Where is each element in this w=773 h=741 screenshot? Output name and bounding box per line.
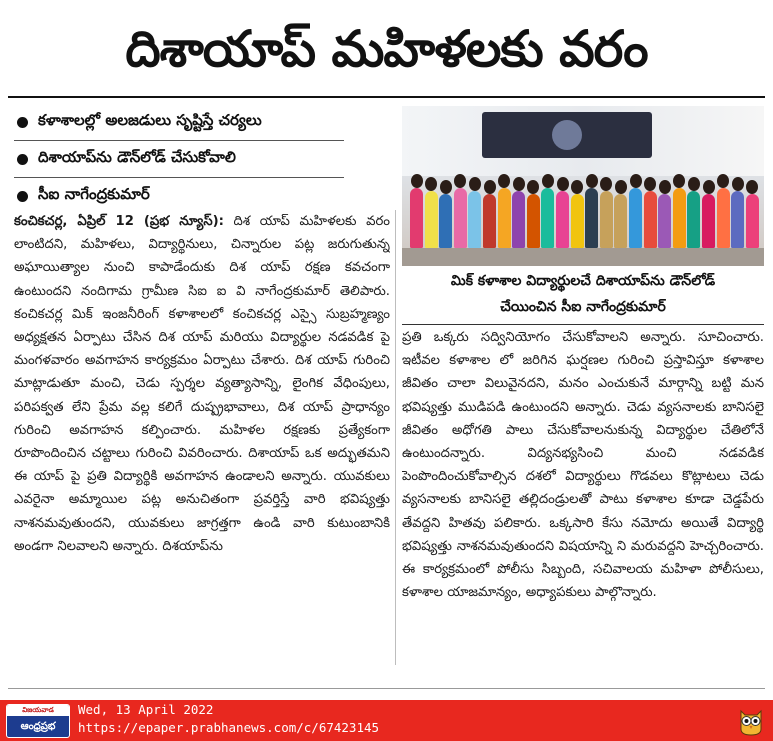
photo-person-head	[454, 174, 466, 188]
photo-person	[556, 191, 569, 248]
photo-person	[585, 188, 598, 248]
bullet-dot-icon	[17, 191, 28, 202]
bullet-text: దిశాయాప్‌ను డౌన్‌లోడ్ చేసుకోవాలి	[38, 148, 236, 166]
photo-person	[614, 194, 627, 248]
photo-person	[425, 191, 438, 248]
bullet-item	[14, 141, 344, 178]
bullet-list	[14, 104, 344, 214]
column-divider	[395, 210, 396, 665]
photo-person	[673, 188, 686, 248]
photo-person	[731, 191, 744, 248]
photo-person-head	[630, 174, 642, 188]
caption-line: మిక్ కళాశాల విద్యార్థులచే దిశాయాప్‌ను డౌన్‌లోడ్	[450, 273, 716, 289]
bullet-item	[14, 104, 344, 141]
footer-url[interactable]: https://epaper.prabhanews.com/c/67423145	[78, 720, 380, 735]
photo-person-head	[600, 177, 612, 191]
photo-person	[702, 194, 715, 248]
photo-person-head	[659, 180, 671, 194]
photo-person	[454, 188, 467, 248]
publication-logo	[6, 704, 70, 738]
bullet-dot-icon	[17, 117, 28, 128]
news-photo	[402, 106, 764, 266]
photo-person	[571, 194, 584, 248]
photo-person	[541, 188, 554, 248]
bullet-item	[14, 178, 344, 214]
logo-title: ఆంధ్రప్రభ	[20, 721, 56, 732]
photo-person-head	[571, 180, 583, 194]
photo-person	[629, 188, 642, 248]
photo-person-head	[498, 174, 510, 188]
photo-person	[498, 188, 511, 248]
photo-person-head	[411, 174, 423, 188]
photo-person	[410, 188, 423, 248]
photo-stage-banner	[482, 112, 652, 158]
photo-person-head	[527, 180, 539, 194]
photo-person-head	[717, 174, 729, 188]
photo-person-head	[425, 177, 437, 191]
photo-person	[439, 194, 452, 248]
footer-date: Wed, 13 April 2022	[78, 702, 214, 717]
photo-person	[717, 188, 730, 248]
article-body-right: ప్రతి ఒక్కరు సద్వినియోగం చేసుకోవాలని అన్నారు. సూచించారు. ఇటీవల కళాశాల లో జరిగిన ఘర్షణల గురించి ప్రస్తావిస్తూ కళాశాల జీవితం చాలా విలువైనదని, మనం ఎంచుకునే మార్గాన్ని బట్టి మన భవిష్యత్తు ముడిపడి ఉంటుందని అన్నారు. చెడు వ్యసనాలకు బానిసలై జీవితం అధోగతి పాలు చేసుకోవాలనుకున్న విద్యార్థుల చేతిలోనే ఉంటుందన్నారు. విద్యనభ్యసించి మంచి నడవడిక పెంపొందించుకోవాల్సిన దశలో విద్యార్థులు గొడవలు కొట్లాటలు చెడు వ్యసనాలకు బానిసలై తల్లిదండ్రులతో పాటు కళాశాల కూడా చెడ్డపేరు తేవద్దని హితవు పలికారు. ఒక్కసారి కేసు నమోదు అయితే విద్యార్థి భవిష్యత్తు నాశనమవుతుందని విషయాన్ని ని మరువద్దని హెచ్చరించారు. ఈ కార్యక్రమంలో పోలీసు సిబ్బంది, సచివాలయ మహిళా పోలీసులు, కళాశాల యాజమాన్యం, అధ్యాపకులు పాల్గొన్నారు.	[402, 330, 764, 601]
logo-edition: విజయవాడ	[7, 705, 69, 716]
photo-person-head	[644, 177, 656, 191]
photo-person	[600, 191, 613, 248]
photo-person-head	[586, 174, 598, 188]
photo-person-head	[703, 180, 715, 194]
photo-person-head	[673, 174, 685, 188]
bullet-text: సీఐ నాగేంద్రకుమార్	[38, 185, 150, 203]
photo-person-head	[615, 180, 627, 194]
photo-person-head	[746, 180, 758, 194]
caption-line: చేయించిన సీఐ నాగేంద్రకుమార్	[500, 299, 666, 315]
bottom-rule	[8, 688, 765, 689]
photo-person	[687, 191, 700, 248]
photo-person	[658, 194, 671, 248]
photo-floor	[402, 248, 764, 266]
article-body-left: దిశ యాప్ మహిళలకు వరం లాంటిదని, మహిళలు, విద్యార్థినులు, చిన్నారుల పట్ల జరుగుతున్న అఘాయిత్యాల నుంచి కాపాడేందుకు దిశ యాప్ రక్షణ కవచంగా ఉంటుందని నందిగామ గ్రామీణ సిఐ ఐ వి నాగేంద్రకుమార్ తెలిపారు. కంచికచర్ల మిక్ ఇంజనీరింగ్ కళాశాలలో కంచికచర్ల ఎస్సై సుబ్రహ్మణ్యం అధ్యక్షతన ఏర్పాటు చేసిన దిశ యాప్ మరియు విద్యార్థుల నడవడిక పై మంగళవారం అవగాహన కార్యక్రమం ఏర్పాటు చేశారు. దిశ యాప్ గురించి మాట్లాడుతూ మంచి, చెడు స్పర్శల వ్యత్యాసాన్ని, లైంగిక వేధింపులు, పరిపక్వత లేని ప్రేమ వల్ల కలిగే దుష్ప్రభావాలు, దిశ యాప్ ప్రాధాన్యం గురించి అవగాహన కల్పించారు. మహిళల రక్షణకు ప్రత్యేకంగా రూపొందించిన చట్టాలు గురించి వివరించారు. దిశాయాప్ ఒక అద్భుతమని ఈ యాప్ పై ప్రతి విద్యార్థికి అవగాహన ఉండాలని అన్నారు. యువకులు ఎవరైనా అమ్మాయిల పట్ల అనుచితంగా ప్రవర్తిస్తే వారి భవిష్యత్తు నాశనమవుతుందని, యువకులు జాగ్రత్తగా ఉండి వారి కుటుంబానికి అండగా నిలవాలని అన్నారు. దిశయాప్‌ను	[14, 214, 390, 554]
article-dateline: కంచికచర్ల, ఏప్రిల్ 12 (ప్రభ న్యూస్):	[14, 214, 224, 229]
photo-person-head	[484, 180, 496, 194]
photo-person	[468, 191, 481, 248]
photo-person-head	[542, 174, 554, 188]
owl-icon	[735, 705, 767, 737]
photo-person-head	[557, 177, 569, 191]
photo-person	[483, 194, 496, 248]
bullet-dot-icon	[17, 154, 28, 165]
photo-caption	[402, 268, 764, 322]
bullet-text: కళాశాలల్లో అలజడులు సృష్టిస్తే చర్యలు	[38, 111, 262, 129]
photo-person-head	[513, 177, 525, 191]
photo-person-head	[440, 180, 452, 194]
photo-person-head	[469, 177, 481, 191]
photo-person-head	[688, 177, 700, 191]
headline-rule	[8, 96, 765, 98]
photo-person	[746, 194, 759, 248]
article-column-right	[402, 326, 764, 662]
caption-rule	[402, 324, 764, 325]
photo-person-head	[732, 177, 744, 191]
photo-person	[527, 194, 540, 248]
footer-bar	[0, 700, 773, 741]
photo-person	[512, 191, 525, 248]
headline: దిశాయాప్ మహిళలకు వరం	[125, 20, 648, 78]
photo-person	[644, 191, 657, 248]
article-column-left	[14, 210, 390, 662]
